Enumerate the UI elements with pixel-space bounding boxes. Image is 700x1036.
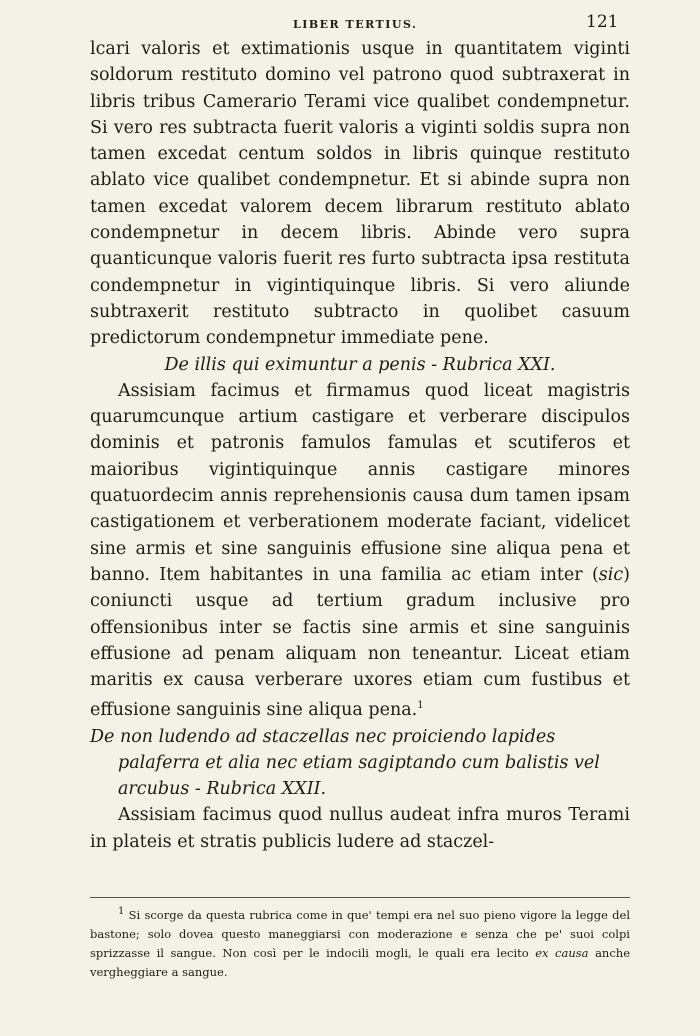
rubric-heading-xxii: De non ludendo ad staczellas nec proiciendo lapides palaferra et alia nec etiam sagiptando cum balistis vel arcubus - Rubrica XXII. [90, 726, 600, 800]
paragraph-assisiam-xxii: Assisiam facimus quod nullus audeat infra muros Terami in plateis et stratis publicis ludere ad staczel- [90, 805, 630, 852]
footnote-text-part: anche vergheggiare a sangue. [90, 945, 630, 979]
rubric-heading-xxi: De illis qui eximuntur a penis - Rubrica XXI. [164, 354, 556, 375]
running-head [0, 12, 700, 38]
sic-annotation: sic [598, 564, 624, 585]
footnotes [90, 902, 630, 982]
footnote-emphasis: ex causa [535, 945, 589, 960]
paragraph-assisiam-xxi [90, 378, 630, 724]
footnote-divider [90, 897, 630, 898]
footnote-mark: 1 [118, 906, 125, 917]
main-text [90, 36, 630, 855]
footnote-text-part: Si scorge da questa rubrica come in que' tempi era nel suo pieno vigore la legge del bastone; solo dovea questo maneggiarsi con moderazione e senza che pe' suoi colpi sprizzasse il sangue. Non così per le indocili mogli, le quali era lecito [90, 907, 631, 960]
paragraph-text-part: ) coniuncti usque ad tertium gradum inclusive pro offensionibus inter se factis sine armis et sine sanguinis effusione ad penam aliquam non teneantur. Liceat etiam maritis ex causa verberare uxores etiam cum fustibus et effusione sanguinis sine aliqua pena. [90, 564, 630, 721]
paragraph-continued: lcari valoris et extimationis usque in quantitatem viginti soldorum restituto domino vel patrono quod subtraxerat in libris tribus Camerario Terami vice qualibet condempnetur. Si vero res subtracta fuerit valoris a viginti soldis supra non tamen excedat centum soldos in libris quinque restituto ablato vice qualibet condempnetur. Et si abinde supra non tamen excedat valorem decem librarum restituto ablato condempnetur in decem libris. Abinde vero supra quanticunque valoris fuerit res furto subtracta ipsa restituta condempnetur in vigintiquinque libris. Si vero aliunde subtraxerit restituto subtracto in quolibet casuum predictorum condempnetur immediate pene. [90, 39, 630, 349]
footnote-1 [90, 902, 630, 982]
paragraph-text-part: Assisiam facimus et firmamus quod liceat magistris quarumcunque artium castigare et verberare discipulos dominis et patronis famulos famulas et scutiferos et maioribus vigintiquinque annis castigare minores quatuordecim annis reprehensionis causa dum tamen ipsam castigationem et verberationem moderate faciant, videlicet sine armis et sine sanguinis effusione sine aliqua pena et banno. Item habitantes in una familia ac etiam inter ( [90, 380, 630, 585]
footnote-reference: 1 [417, 700, 424, 712]
page-number: 121 [586, 12, 619, 32]
running-head-title: LIBER TERTIUS. [293, 18, 418, 31]
